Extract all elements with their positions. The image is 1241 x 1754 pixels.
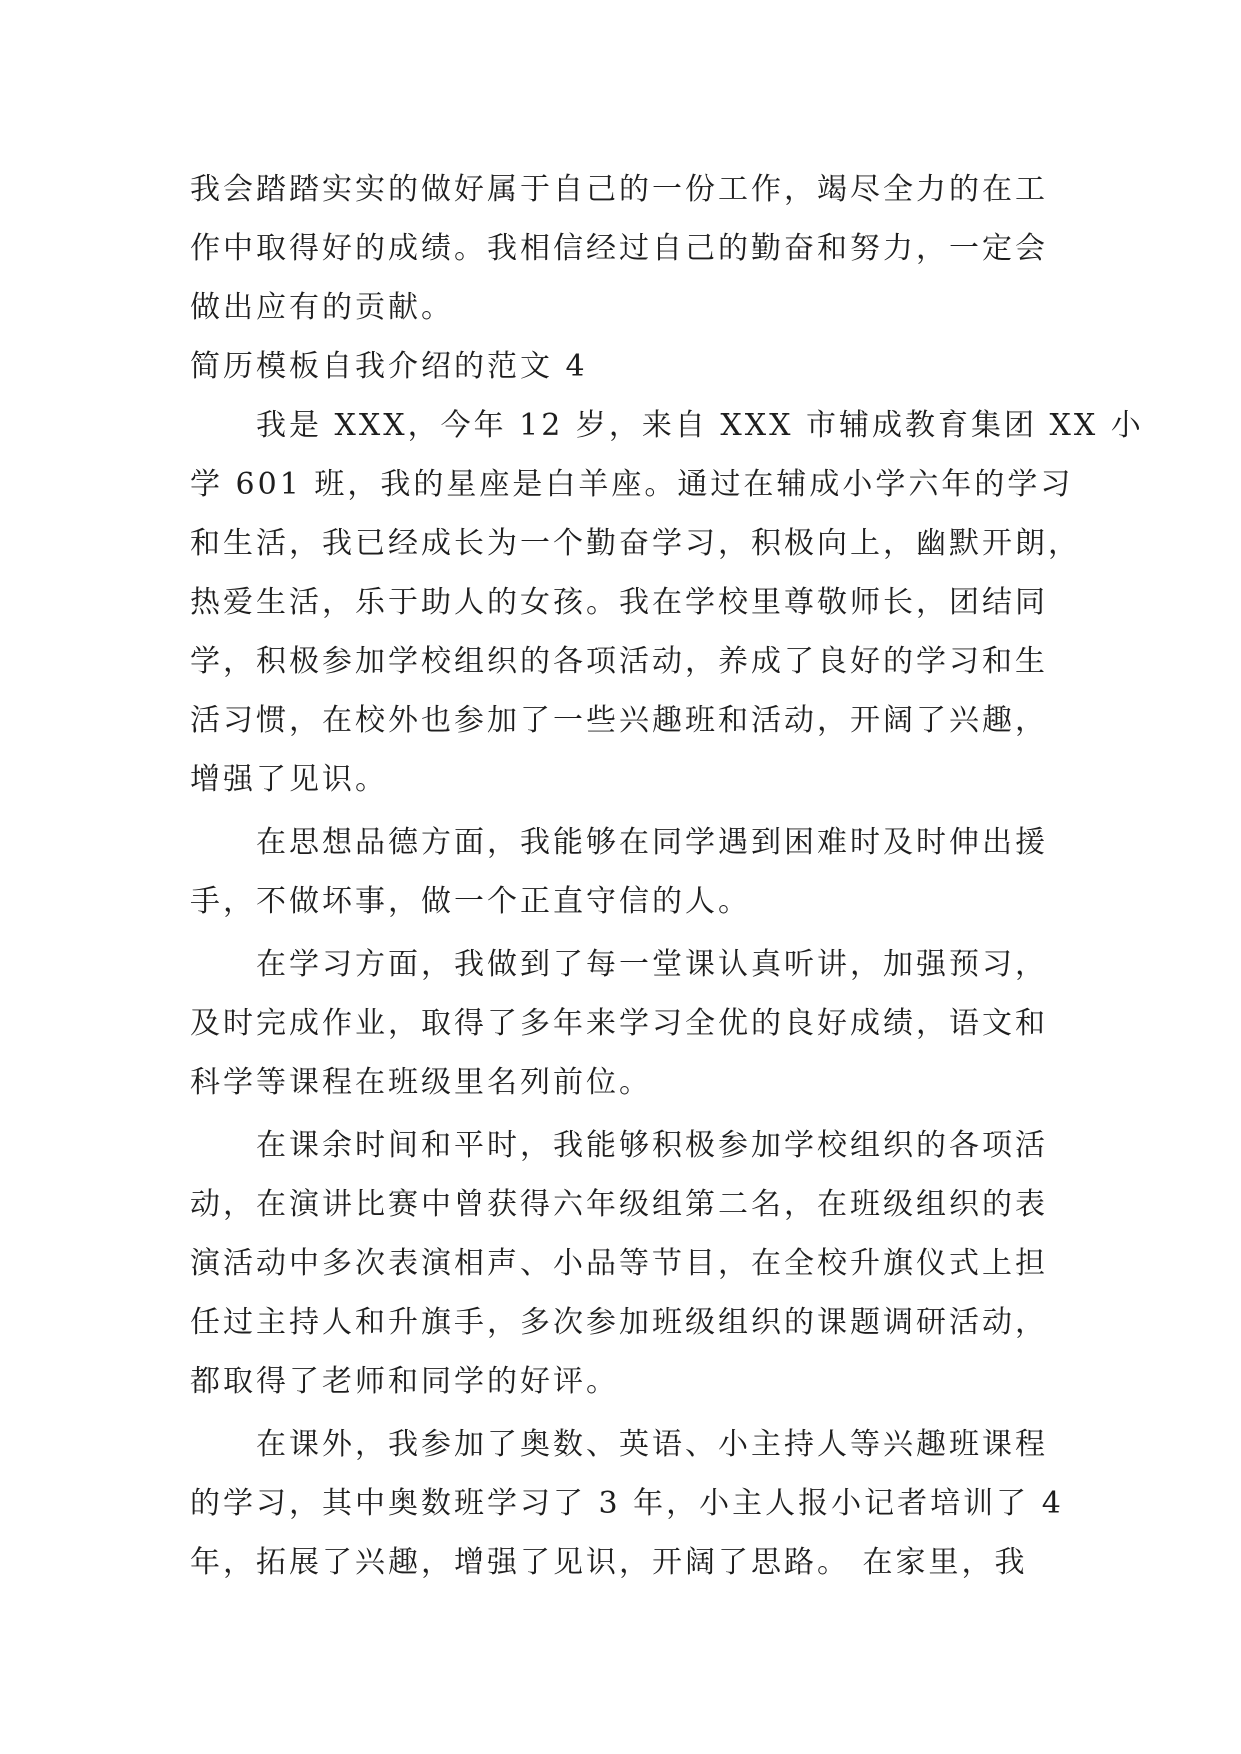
text-line: 任过主持人和升旗手，多次参加班级组织的课题调研活动，	[190, 1305, 1048, 1340]
text-line: 科学等课程在班级里名列前位。	[190, 1065, 652, 1100]
text-line: 和生活，我已经成长为一个勤奋学习，积极向上，幽默开朗，	[190, 526, 1081, 561]
text-line: 做出应有的贡献。	[190, 290, 454, 325]
text-line: 手，不做坏事，做一个正直守信的人。	[190, 884, 751, 919]
intro-paragraph	[190, 160, 1060, 337]
text-line: 在课外，我参加了奥数、英语、小主持人等兴趣班课程	[256, 1427, 1048, 1462]
text-line: 活习惯，在校外也参加了一些兴趣班和活动，开阔了兴趣，	[190, 703, 1048, 738]
text-line: 演活动中多次表演相声、小品等节目，在全校升旗仪式上担	[190, 1246, 1048, 1281]
text-line: 增强了见识。	[190, 762, 388, 797]
text-line: 及时完成作业，取得了多年来学习全优的良好成绩，语文和	[190, 1006, 1048, 1041]
text-line: 动，在演讲比赛中曾获得六年级组第二名，在班级组织的表	[190, 1187, 1048, 1222]
text-line: 热爱生活，乐于助人的女孩。我在学校里尊敬师长，团结同	[190, 585, 1048, 620]
text-line: 都取得了老师和同学的好评。	[190, 1364, 619, 1399]
text-line: 的学习，其中奥数班学习了 3 年，小主人报小记者培训了 4	[190, 1486, 1064, 1521]
paragraph-1	[190, 396, 1144, 809]
document-page	[190, 160, 1144, 1592]
paragraph-3	[190, 935, 1060, 1112]
paragraph-2	[190, 813, 1060, 931]
text-line: 我是 XXX，今年 12 岁，来自 XXX 市辅成教育集团 XX 小	[256, 408, 1144, 443]
text-line: 在学习方面，我做到了每一堂课认真听讲，加强预习，	[256, 947, 1048, 982]
text-line: 年，拓展了兴趣，增强了见识，开阔了思路。 在家里，我	[190, 1545, 1028, 1580]
text-line: 学 601 班，我的星座是白羊座。通过在辅成小学六年的学习	[190, 467, 1074, 502]
text-line: 在课余时间和平时，我能够积极参加学校组织的各项活	[256, 1128, 1048, 1163]
paragraph-5	[190, 1415, 1064, 1592]
text-line: 作中取得好的成绩。我相信经过自己的勤奋和努力，一定会	[190, 231, 1048, 266]
text-line: 在思想品德方面，我能够在同学遇到困难时及时伸出援	[256, 825, 1048, 860]
section-heading: 简历模板自我介绍的范文 4	[190, 349, 588, 384]
text-line: 学，积极参加学校组织的各项活动，养成了良好的学习和生	[190, 644, 1048, 679]
text-line: 我会踏踏实实的做好属于自己的一份工作，竭尽全力的在工	[190, 172, 1048, 207]
paragraph-4	[190, 1116, 1060, 1411]
